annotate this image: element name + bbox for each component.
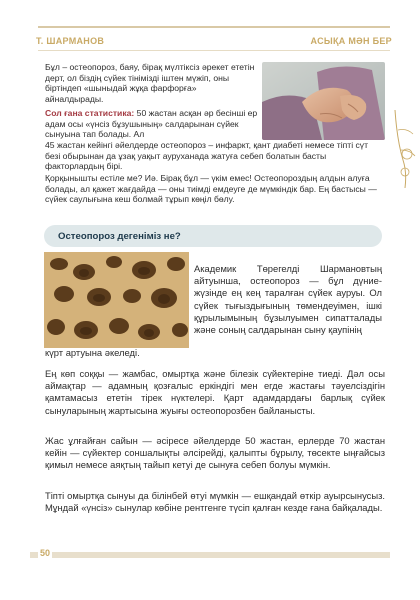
- statistic-paragraph: [45, 108, 259, 140]
- section-heading-bar: [44, 225, 382, 247]
- running-header-author: Т. ШАРМАНОВ: [36, 36, 105, 46]
- running-header-title: АСЫҚА МӘН БЕР: [310, 36, 392, 46]
- decorative-branch-icon: [385, 110, 420, 190]
- page-number: 50: [40, 548, 51, 558]
- statistic-text: 50 жастан асқан әр бесінші ер адам осы «үнсіз бұзушының» салдарынан сүйек сынуына тап болады. Ал: [45, 108, 258, 140]
- statistic-label: Сол ғана статистика:: [45, 108, 135, 118]
- academic-quote-paragraph: Академик Төрегелді Шармановтың айтуынша, остеопороз — бұл дүние-жүзінде ең кең таралған сүйек ауруы. Ол сүйек тығыздығының төмендеуімен, ішкі құрылымының бұзылуымен сипатталады және соның салдарынан сыну қаупінің: [194, 263, 382, 336]
- footer-rule: [30, 552, 390, 558]
- section-title: Остеопороз дегеніміз не?: [58, 231, 181, 242]
- hope-paragraph: Қорқынышты естіле ме? Иә. Бірақ бұл — үкім емес! Остеопороздың алдын алуға болады, ал қажет жағдайда — оны тиімді емдеуге де мүмкіндік бар. Ең бастысы — сүйек саулығына кеш болмай тұрып көңіл бөлу.: [45, 173, 377, 205]
- statistic-paragraph-continued: 45 жастан кейінгі әйелдерде остеопороз – инфаркт, қант диабеті немесе тіпті сүт безі обырынан да ұзақ уақыт ауруханада жатуға себеп болатын басты факторлардың бірі.: [45, 140, 369, 172]
- fracture-sites-paragraph: Ең көп соққы — жамбас, омыртқа және білезік сүйектеріне тиеді. Дәл осы аймақтар — адамның қозғалыс еркіндігі мен егде жастағы тәуелсіздігін қамтамасыз ететін тірек нүктелері. Қарт адамдардағы барлық сүйек сынуларының жартысына жуығы остеопорозбен байланысты.: [45, 368, 385, 416]
- bone-structure-image: [44, 252, 189, 348]
- silent-fracture-paragraph: Тіпті омыртқа сынуы да білінбей өтуі мүмкін — ешқандай өткір ауырсынусыз. Мұндай «үнсіз» сынулар көбіне рентгенге түсіп қалған кезде ғана байқалады.: [45, 490, 385, 514]
- top-rule: [38, 26, 390, 28]
- age-risk-paragraph: Жас ұлғайған сайын — әсіресе әйелдерде 50 жастан, ерлерде 70 жастан кейін — сүйектер соншалықты әлсірейді, қалыпты бұрылу, төсекте ыңғайсыз қимыл немесе аяқтың тайып кетуі де сынуға себеп болуы мүмкін.: [45, 435, 385, 471]
- photo-hands: [262, 62, 385, 140]
- intro-paragraph: Бұл – остеопороз, баяу, бірақ мүлтіксіз әрекет ететін дерт, ол біздің сүйек тінімізді іштен мүжіп, оны біртіндеп «шыныдай жұқа фарфорға» айналдырады.: [45, 62, 255, 104]
- academic-quote-continued: күрт артуына әкеледі.: [45, 347, 140, 358]
- header-rule: [38, 50, 390, 51]
